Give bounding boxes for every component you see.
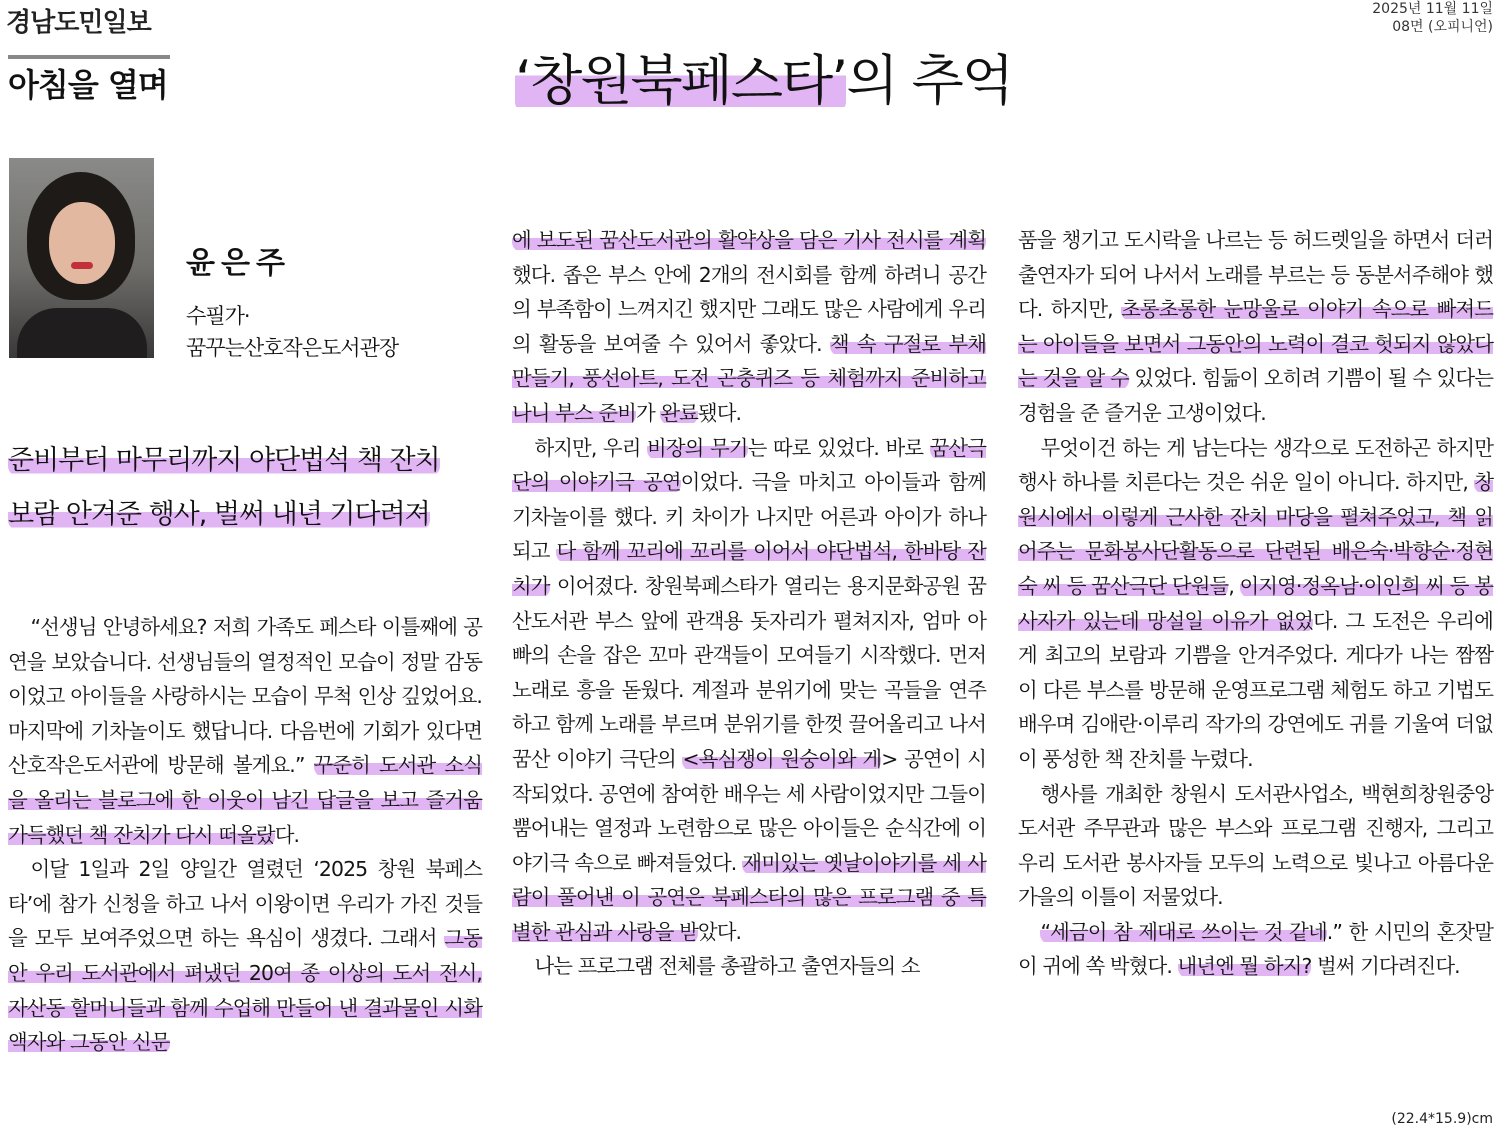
highlighted-text: 책 속 구절로 부채 만들기, 풍선아트, 도전 곤충퀴즈 등 체험까지 준비하고 나니 부스 준비 <box>512 331 986 425</box>
highlighted-text: 이지영·정옥남·이인희 씨 등 봉사자가 있는데 망설일 이유가 없었 <box>1018 573 1493 633</box>
portrait-body <box>17 308 147 358</box>
paragraph <box>8 852 482 1060</box>
article-column-3 <box>1018 223 1493 984</box>
body-text: 됐다. <box>697 400 742 425</box>
paragraph <box>1018 223 1493 431</box>
body-text: 있었다. 힘듦이 오히려 기쁨이 될 수 있다는 경험을 준 즐거운 고생이었다. <box>1018 366 1493 425</box>
author-title-line2: 꿈꾸는산호작은도서관장 <box>186 336 399 360</box>
body-text: 는 따로 있었다. 바로 <box>747 435 930 460</box>
body-text: , <box>1228 573 1240 598</box>
paragraph <box>512 223 986 431</box>
page-section-label: 08면 (오피니언) <box>1392 19 1493 35</box>
highlighted-text: 비장의 무기 <box>647 435 748 460</box>
highlighted-text: 완료 <box>660 400 698 425</box>
headline-rest: 의 추억 <box>846 49 1012 112</box>
highlighted-text: 창원시에서 이렇게 근사한 잔치 마당을 펼쳐주었고, 책 읽어주는 문화봉사단활동으로 단련된 배은숙·박향순·정현숙 씨 등 꿈산극단 단원들 <box>1018 470 1493 598</box>
author-portrait-photo <box>9 158 154 358</box>
clipping-size-note: (22.4*15.9)cm <box>1391 1111 1493 1127</box>
body-text: 나는 프로그램 전체를 총괄하고 출연자들의 소 <box>534 954 920 979</box>
body-text: 이었다. 극을 마치고 아이들과 함께 기차놀이를 했다. 키 차이가 나지만 어른과 아이가 하나 되고 <box>512 470 986 564</box>
paragraph <box>512 431 986 950</box>
body-text: 았다. <box>697 919 742 944</box>
portrait-face <box>49 202 115 284</box>
highlighted-text: <욕심쟁이 원숭이와 게 <box>682 746 882 771</box>
body-text: > 공연이 시작되었다. 공연에 참여한 배우는 세 사람이었지만 그들이 뿜어내는 열정과 노련함으로 많은 아이들은 순식간에 이야기극 속으로 빠져들었다. <box>512 746 986 875</box>
body-text: .” 한 시민의 혼잣말이 귀에 쏙 박혔다. <box>1018 919 1493 979</box>
body-text: 품을 챙기고 도시락을 나르는 등 허드렛일을 하면서 더러 출연자가 되어 나서서 노래를 부르는 등 동분서주해야 했다. 하지만, <box>1018 228 1493 322</box>
section-divider <box>8 55 170 59</box>
body-text: 가 <box>635 400 661 425</box>
body-text: 이달 1일과 2일 양일간 열렸던 ‘2025 창원 북페스타’에 참가 신청을 하고 나서 이왕이면 우리가 가진 것들을 모두 보여주었으면 하는 욕심이 생겼다. 그래서 <box>8 857 482 951</box>
portrait-lips <box>71 262 93 269</box>
body-text: 하지만, 우리 <box>534 435 648 460</box>
highlighted-text: 그동안 우리 도서관에서 펴냈던 20여 종 이상의 도서 전시, 자산동 할머니들과 함께 수업해 만들어 낸 결과물인 시화 액자와 그동안 신문 <box>8 926 482 1055</box>
publication-info <box>1372 0 1493 36</box>
column-section-title: 아침을 열며 <box>8 66 168 104</box>
subhead-line2: 보람 안겨준 행사, 벌써 내년 기다려져 <box>8 499 430 530</box>
author-title-line1: 수필가· <box>186 304 250 328</box>
highlighted-text: 에 보도된 꿈산도서관의 활약상을 담은 기사 전시를 계획 <box>512 228 986 252</box>
body-text: 무엇이건 하는 게 남는다는 생각으로 도전하곤 하지만 행사 하나를 치른다는 것은 쉬운 일이 아니다. 하지만, <box>1018 435 1493 495</box>
paragraph <box>1018 915 1493 984</box>
highlighted-text: 꾸준히 도서관 소식을 올리는 블로그에 한 이웃이 남긴 답글을 보고 즐거움가득했던 책 잔치가 다시 떠올랐 <box>8 753 482 847</box>
body-text: “선생님 안녕하세요? 저희 가족도 페스타 이틀째에 공연을 보았습니다. 선생님들의 열정적인 모습이 정말 감동이었고 아이들을 사랑하시는 모습이 무척 인상 깊었어요. 마지막에 기차놀이도 했답니다. 다음번에 기회가 있다면 산호작은도서관에 방문해 볼게요.” <box>8 615 482 778</box>
highlighted-text: 초롱초롱한 눈망울로 이야기 속으로 빠져드는 아이들을 보면서 그동안의 노력이 결코 헛되지 않았다는 것을 알 수 <box>1018 297 1493 391</box>
highlighted-text: 꿈산극단의 이야기극 공연 <box>512 435 986 495</box>
author-title <box>186 300 398 364</box>
paragraph <box>8 610 482 852</box>
author-name: 윤은주 <box>186 246 291 281</box>
body-text: 벌써 기다려진다. <box>1311 954 1460 979</box>
body-text: 이어졌다. 창원북페스타가 열리는 용지문화공원 꿈산도서관 부스 앞에 관객용 돗자리가 펼쳐지자, 엄마 아빠의 손을 잡은 꼬마 관객들이 모여들기 시작했다. 먼저 노래로 흥을 돋웠다. 계절과 분위기에 맞는 곡들을 연주하고 함께 노래를 부르며 분위기를 한껏 끌어올리고 나서 꿈산 이야기 극단의 <box>512 573 986 771</box>
subhead-line1: 준비부터 마무리까지 야단법석 책 잔치 <box>8 445 440 476</box>
body-text: 행사를 개최한 창원시 도서관사업소, 백현희창원중앙도서관 주무관과 많은 부스와 프로그램 진행자, 그리고 우리 도서관 봉사자들 모두의 노력으로 빛나고 아름다운 가을의 이틀이 저물었다. <box>1018 781 1493 910</box>
body-text: 다. <box>274 822 300 847</box>
article-headline <box>515 38 1012 115</box>
body-text: 다. 그 도전은 우리에게 최고의 보람과 기쁨을 안겨주었다. 게다가 나는 짬짬이 다른 부스를 방문해 운영프로그램 체험도 하고 기법도 배우며 김애란·이루리 작가의 강연에도 귀를 기울여 더없이 풍성한 책 잔치를 누렸다. <box>1018 608 1493 771</box>
paragraph <box>1018 777 1493 915</box>
highlighted-text: 재미있는 옛날이야기를 세 사람이 풀어낸 이 공연은 북페스타의 많은 프로그램 중 특별한 관심과 사랑을 받 <box>512 850 986 944</box>
highlighted-text: “세금이 참 제대로 쓰이는 것 같네 <box>1040 919 1327 944</box>
article-column-2 <box>512 223 986 984</box>
article-column-1 <box>8 610 482 1060</box>
highlighted-text: 내년엔 뭘 하지? <box>1177 954 1312 979</box>
body-text: 했다. 좁은 부스 안에 2개의 전시회를 함께 하려니 공간의 부족함이 느껴지긴 했지만 그래도 많은 사람에게 우리의 활동을 보여줄 수 있어서 좋았다. <box>512 262 986 356</box>
paragraph <box>512 949 986 984</box>
highlighted-text: 다 함께 꼬리에 꼬리를 이어서 야단법석, 한바탕 잔치가 <box>512 539 986 598</box>
publication-date: 2025년 11월 11일 <box>1372 1 1493 17</box>
article-subheadline <box>8 434 440 542</box>
headline-highlighted: ‘창원북페스타’ <box>515 49 847 112</box>
newspaper-masthead: 경남도민일보 <box>6 8 151 38</box>
paragraph <box>1018 431 1493 777</box>
